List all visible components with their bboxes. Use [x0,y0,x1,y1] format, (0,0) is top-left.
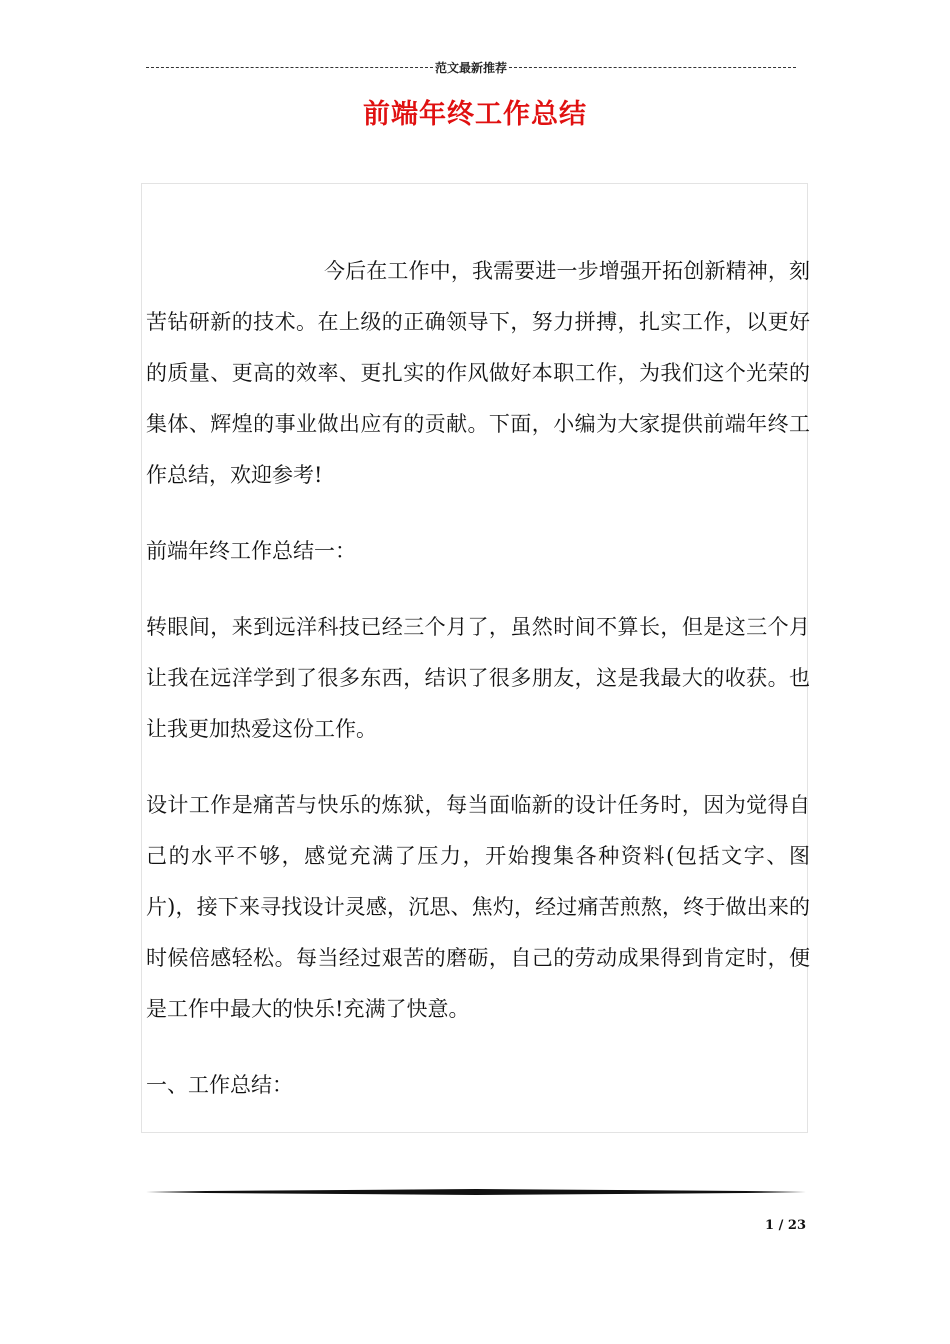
header-dash-right [509,67,796,68]
header-text: 范文最新推荐 [435,60,508,75]
document-body [146,246,810,1136]
footer-rule [146,1188,806,1196]
header-dash-left [146,67,433,68]
paragraph-body: 转眼间，来到远洋科技已经三个月了，虽然时间不算长，但是这三个月让我在远洋学到了很多东西，结识了很多朋友，这是我最大的收获。也让我更加热爱这份工作。 [146,615,810,741]
paragraph-body: 设计工作是痛苦与快乐的炼狱，每当面临新的设计任务时，因为觉得自己的水平不够，感觉充满了压力，开始搜集各种资料(包括文字、图片)，接下来寻找设计灵感，沉思、焦灼，经过痛苦煎熬，终于做出来的时候倍感轻松。每当经过艰苦的磨砺，自己的劳动成果得到肯定时，便是工作中最大的快乐!充满了快意。 [146,793,810,1021]
paragraph-intro: 今后在工作中，我需要进一步增强开拓创新精神，刻苦钻研新的技术。在上级的正确领导下，努力拼搏，扎实工作，以更好的质量、更高的效率、更扎实的作风做好本职工作，为我们这个光荣的集体、辉煌的事业做出应有的贡献。下面，小编为大家提供前端年终工作总结，欢迎参考! [146,259,810,487]
section-heading-work-summary: 一、工作总结： [146,1073,293,1097]
page-number [765,1218,806,1233]
page-separator: / [778,1218,784,1233]
page-header [146,58,796,76]
section-heading-one: 前端年终工作总结一： [146,539,356,563]
document-title: 前端年终工作总结 [363,99,587,130]
page-current: 1 [765,1218,775,1233]
page-total: 23 [787,1218,806,1233]
